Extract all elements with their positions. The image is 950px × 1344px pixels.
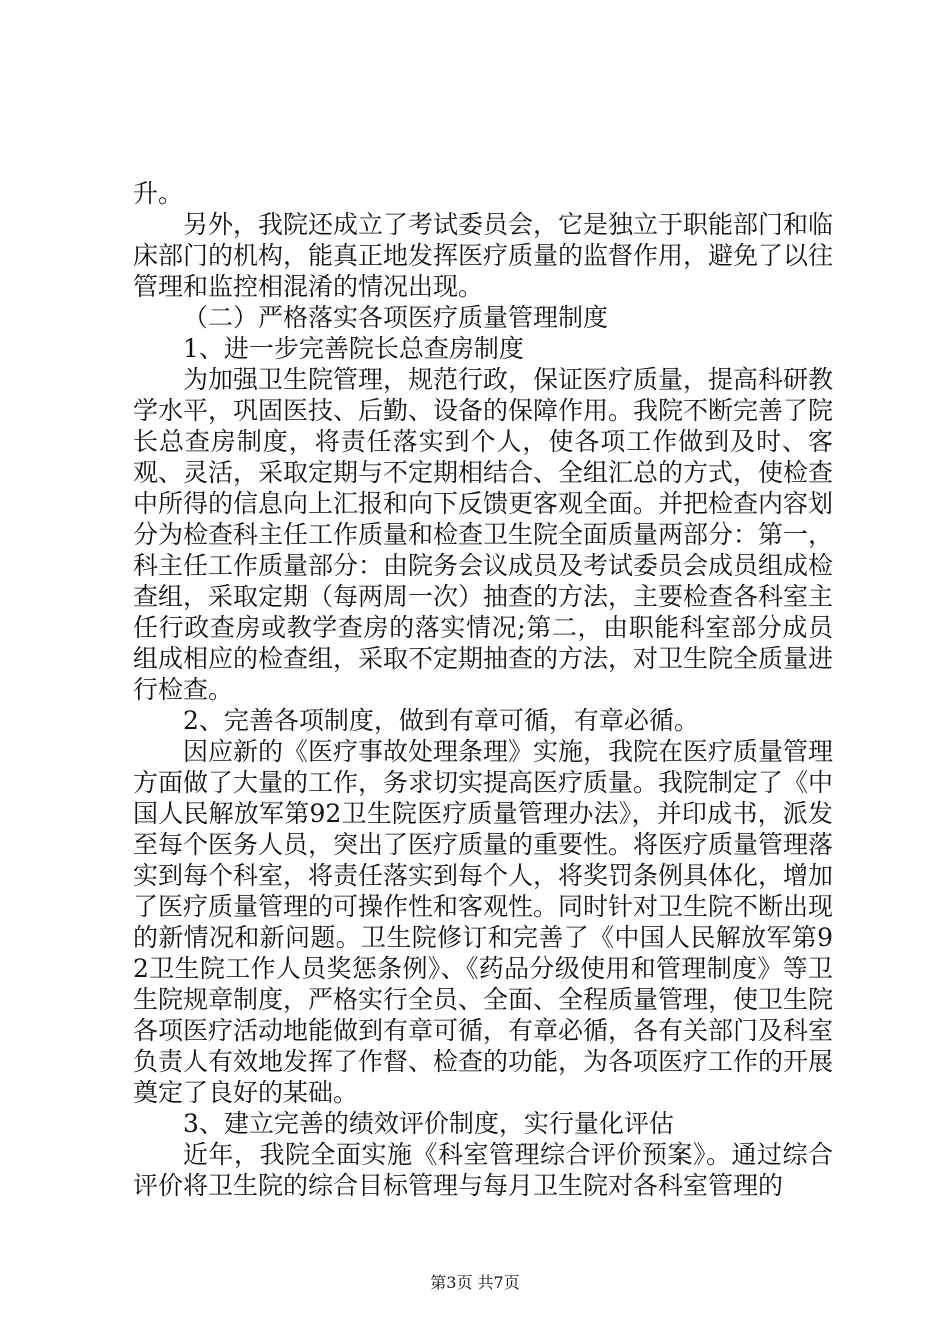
page-footer: 第3页 共7页 [430, 1273, 520, 1292]
paragraph-5: 近年，我院全面实施《科室管理综合评价预案》。通过综合评价将卫生院的综合目标管理与每月卫生院对各科室管理的 [133, 1140, 833, 1200]
subheading-3: 3、建立完善的绩效评价制度，实行量化评估 [183, 1109, 674, 1138]
paragraph-1: 升。 [133, 179, 184, 208]
body-text [133, 178, 833, 1201]
paragraph-2: 另外，我院还成立了考试委员会，它是独立于职能部门和临床部门的机构，能真正地发挥医疗质量的监督作用，避免了以往管理和监控相混淆的情况出现。 [133, 210, 834, 301]
paragraph-4: 因应新的《医疗事故处理条理》实施，我院在医疗质量管理方面做了大量的工作，务求切实提高医疗质量。我院制定了《中国人民解放军第92卫生院医疗质量管理办法》，并印成书，派发至每个医务人员，突出了医疗质量的重要性。将医疗质量管理落实到每个科室，将责任落实到每个人，将奖罚条例具体化，增加了医疗质量管理的可操作性和客观性。同时针对卫生院不断出现的新情况和新问题。卫生院修订和完善了《中国人民解放军第92卫生院工作人员奖惩条例》、《药品分级使用和管理制度》等卫生院规章制度，严格实行全员、全面、全程质量管理，使卫生院各项医疗活动地能做到有章可循，有章必循，各有关部门及科室负责人有效地发挥了作督、检查的功能，为各项医疗工作的开展奠定了良好的某础。 [133, 737, 834, 1107]
paragraph-3: 为加强卫生院管理，规范行政，保证医疗质量，提高科研教学水平，巩固医技、后勤、设备的保障作用。我院不断完善了院长总查房制度，将责任落实到个人，使各项工作做到及时、客观、灵活，采取定期与不定期相结合、全组汇总的方式，使检查中所得的信息向上汇报和向下反馈更客观全面。并把检查内容划分为检查科主任工作质量和检查卫生院全面质量两部分：第一，科主任工作质量部分：由院务会议成员及考试委员会成员组成检查组，采取定期（每两周一次）抽查的方法，主要检查各科室主任行政查房或教学查房的落实情况;第二，由职能科室部分成员组成相应的检查组，采取不定期抽查的方法，对卫生院全质量进行检查。 [133, 365, 834, 704]
subheading-1: 1、进一步完善院长总查房制度 [183, 334, 524, 363]
section-heading: （二）严格落实各项医疗质量管理制度 [183, 303, 609, 332]
subheading-2: 2、完善各项制度，做到有章可循，有章必循。 [183, 706, 699, 735]
